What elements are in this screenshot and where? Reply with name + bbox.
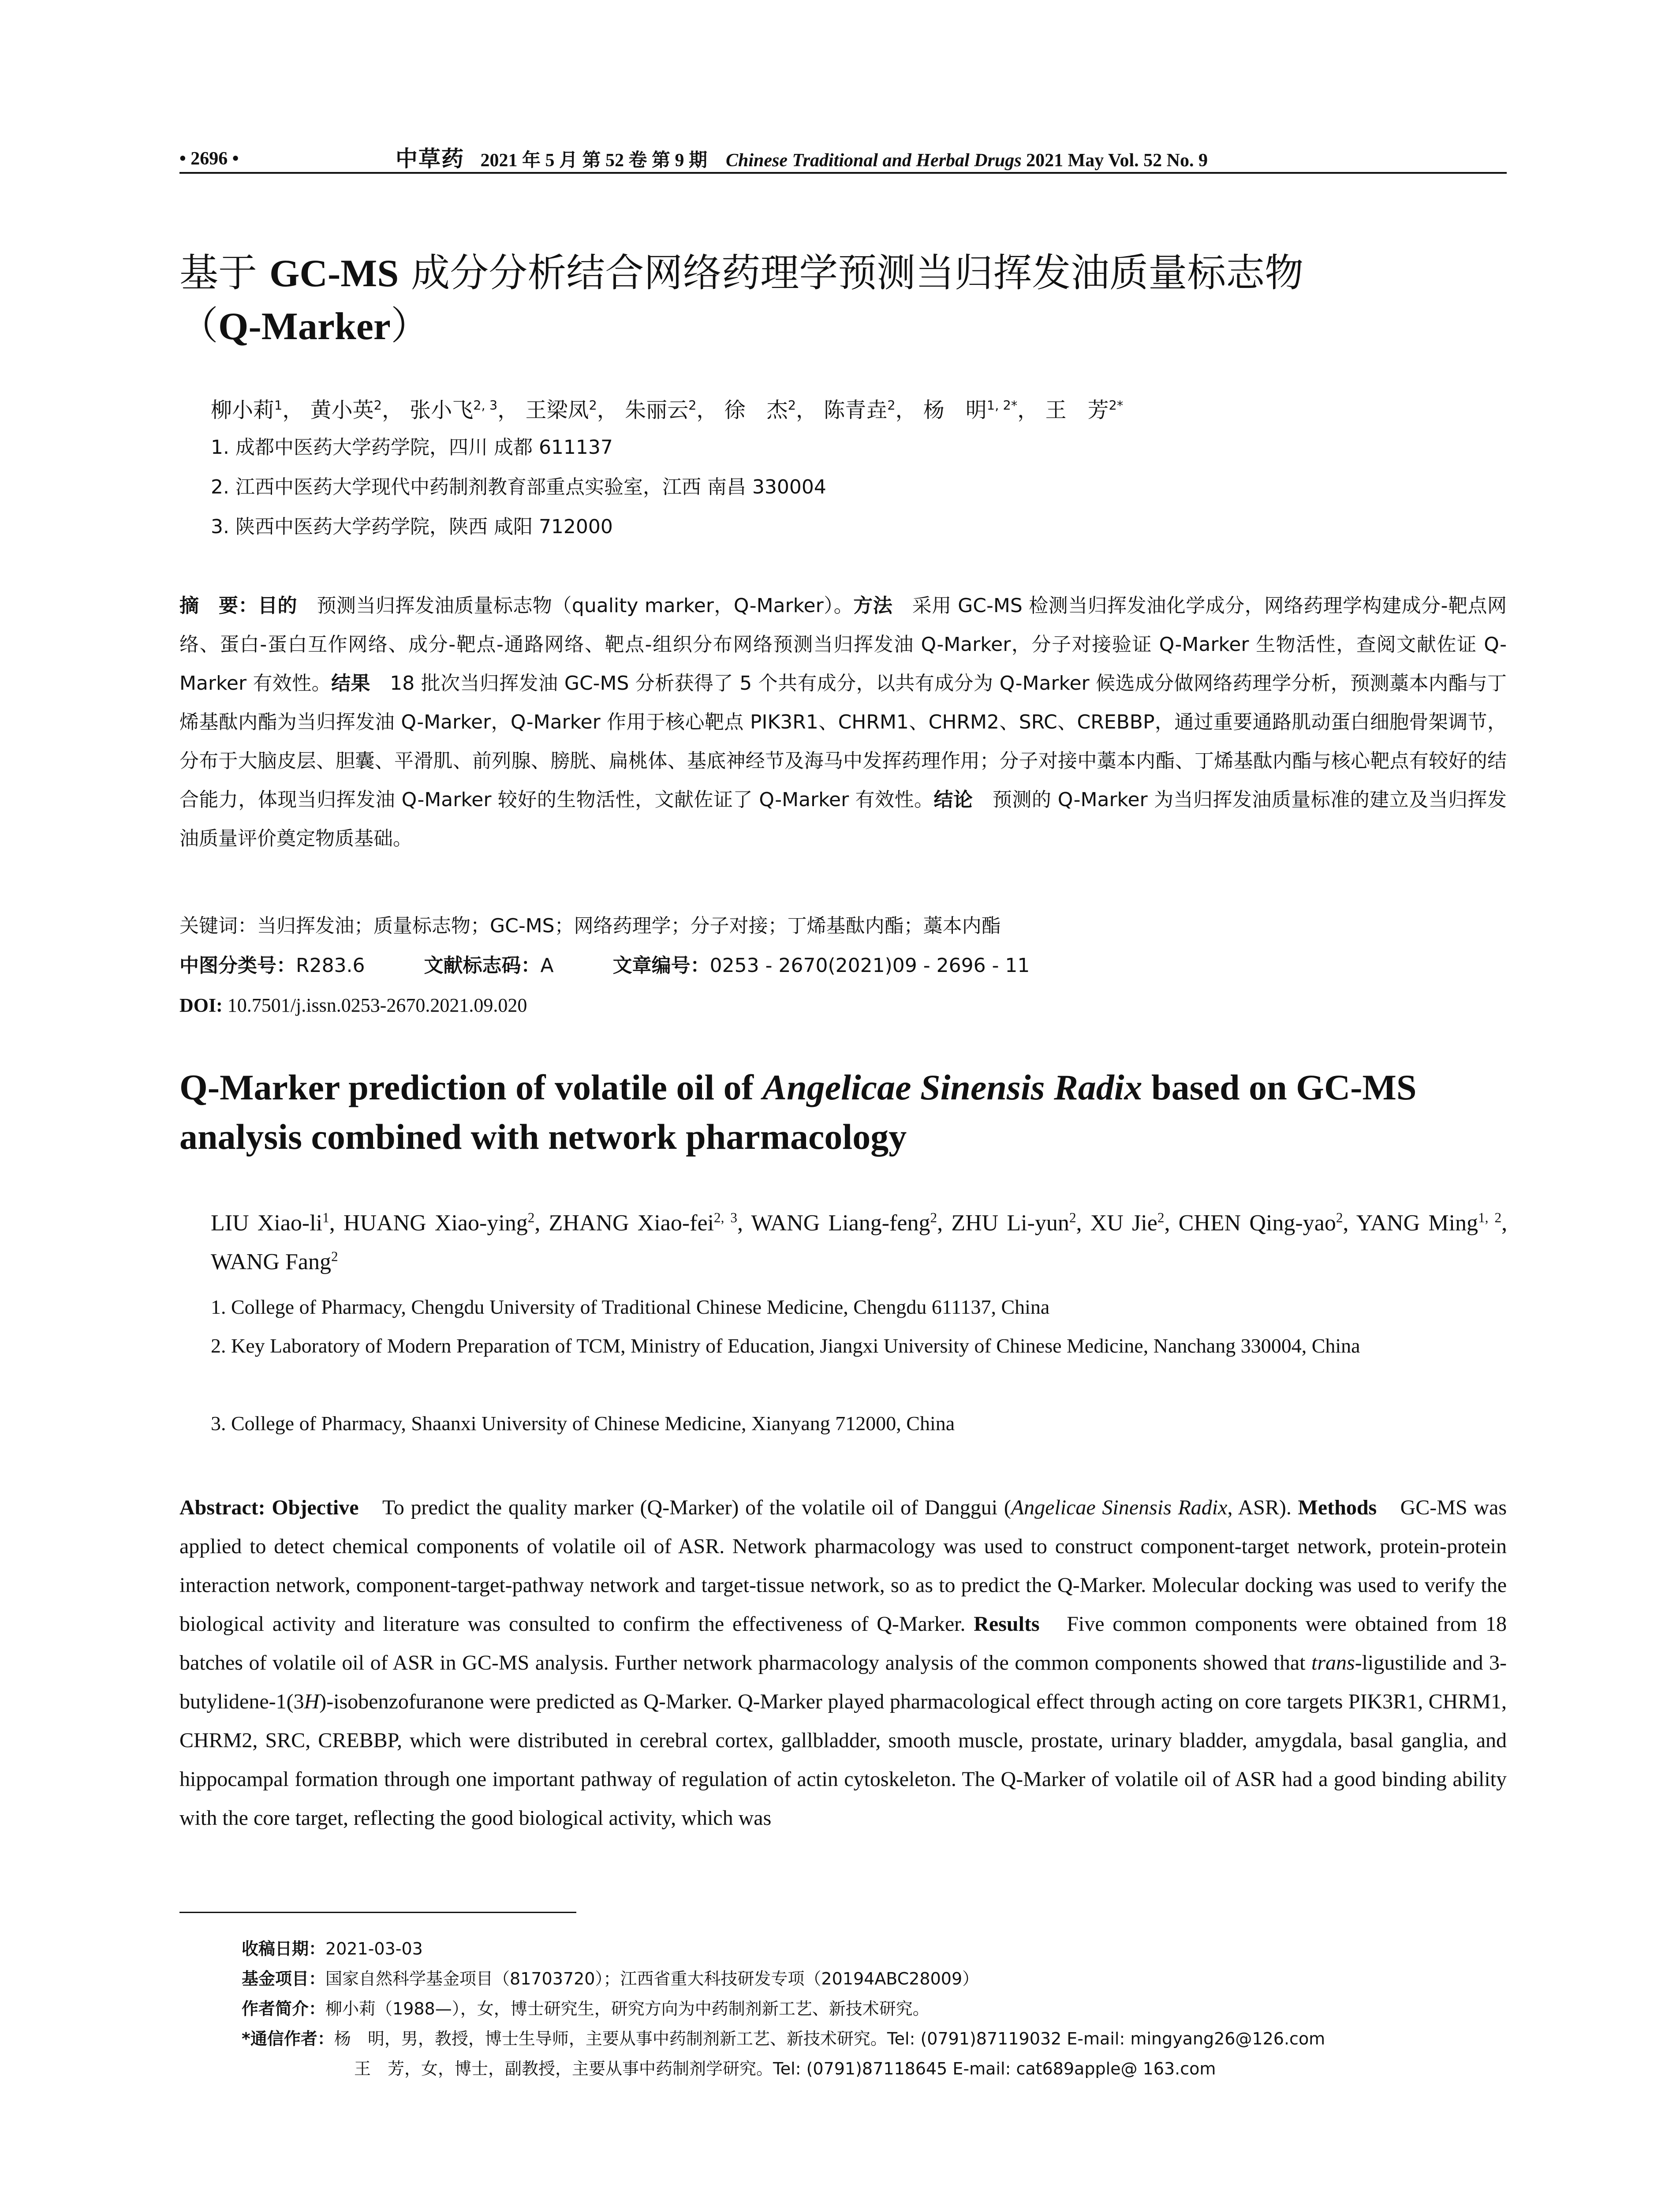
journal-citation bbox=[396, 146, 1208, 174]
author-en: WANG Liang-feng bbox=[751, 1211, 930, 1236]
authors-en: LIU Xiao-$li^1$, HUANG Xiao-ying$^2$, ZHANG Xiao-fei$^{2, 3}$, WANG Liang-feng$^2$, ZHU Li-yun$^2$, XU Jie$^2$, CHEN Qing-yao$^2$, YANG Ming$^{1, 2}$, WANG Fang$^2$ bbox=[211, 1210, 1508, 1274]
author-en: LIU Xiao-li bbox=[211, 1211, 323, 1236]
affiliation-cn-2: 2. 江西中医药大学现代中药制剂教育部重点实验室，江西 南昌 330004 bbox=[211, 476, 826, 498]
page-number: • 2696 • bbox=[179, 149, 239, 169]
footnote-corresponding-2: 王 芳，女，博士，副教授，主要从事中药制剂学研究。Tel: (0791)87118645 E-mail: cat689apple@ 163.com bbox=[354, 2059, 1216, 2078]
author-cn: 柳小莉 bbox=[211, 398, 275, 422]
footnote-author-bio: 作者简介：柳小莉（1988—），女，博士研究生，研究方向为中药制剂新工艺、新技术研究。 bbox=[242, 1999, 930, 2018]
author-en: ZHU Li-yun bbox=[951, 1211, 1069, 1236]
author-cn: 张小飞 bbox=[410, 398, 474, 422]
author-en: XU Jie bbox=[1090, 1211, 1157, 1236]
journal-name-en: Chinese Traditional and Herbal Drugs bbox=[726, 150, 1022, 171]
abstract-cn: 摘 要：目的 预测当归挥发油质量标志物（quality marker，Q-Marker）。方法 采用 GC-MS 检测当归挥发油化学成分，网络药理学构建成分-靶点网络、蛋白-蛋白互作网络、成分-靶点-通路网络、靶点-组织分布网络预测当归挥发油 Q-Marker，分子对接验证 Q-Marker 生物活性，查阅文献佐证 Q-Marker 有效性。结果 18 批次当归挥发油 GC-MS 分析获得了 5 个共有成分，以共有成分为 Q-Marker 候选成分做网络药理学分析，预测藁本内酯与丁烯基酞内酯为当归挥发油 Q-Marker，Q-Marker 作用于核心靶点 PIK3R1、CHRM1、CHRM2、SRC、CREBBP，通过重要通路肌动蛋白细胞骨架调节，分布于大脑皮层、胆囊、平滑肌、前列腺、膀胱、扁桃体、基底神经节及海马中发挥药理作用；分子对接中藁本内酯、丁烯基酞内酯与核心靶点有较好的结合能力，体现当归挥发油 Q-Marker 较好的生物活性，文献佐证了 Q-Marker 有效性。结论 预测的 Q-Marker 为当归挥发油质量标准的建立及当归挥发油质量评价奠定物质基础。 bbox=[179, 594, 1507, 850]
author-en: WANG Fang bbox=[211, 1249, 331, 1274]
authors-cn: 柳小莉$^1$， 黄小英$^2$， 张小飞$^{2, 3}$， 王梁凤$^2$， 朱丽云$^2$， 徐 杰$^2$， 陈青垚$^2$， 杨 明$^{1, 2*}$， 王 芳$^{2*}$ bbox=[211, 398, 1124, 422]
affiliation-en-3: 3. College of Pharmacy, Shaanxi University of Chinese Medicine, Xianyang 712000, China bbox=[211, 1412, 955, 1435]
author-en: ZHANG Xiao-fei bbox=[549, 1211, 714, 1236]
doi-value[interactable]: 10.7501/j.issn.0253-2670.2021.09.020 bbox=[222, 994, 527, 1016]
journal-name-cn: 中草药 bbox=[396, 146, 464, 171]
author-cn: 朱丽云 bbox=[625, 398, 689, 422]
abstract-en: Abstract: Objective To predict the quality marker (Q-Marker) of the volatile oil of Danggui (Angelicae Sinensis Radix, ASR). Methods GC-MS was applied to detect chemical components of volatile oil of ASR. Network pharmacology was used to construct component-target network, protein-protein interaction network, component-target-pathway network and target-tissue network, so as to predict the Q-Marker. Molecular docking was used to verify the biological activity and literature was consulted to confirm the effectiveness of Q-Marker. Results Five common components were obtained from 18 batches of volatile oil of ASR in GC-MS analysis. Further network pharmacology analysis of the common components showed that trans-ligustilide and 3-butylidene-1(3H)-isobenzofuranone were predicted as Q-Marker. Q-Marker played pharmacological effect through acting on core targets PIK3R1, CHRM1, CHRM2, SRC, CREBBP, which were distributed in cerebral cortex, gallbladder, smooth muscle, prostate, urinary bladder, amygdala, basal ganglia, and hippocampal formation through one important pathway of regulation of actin cytoskeleton. The Q-Marker of volatile oil of ASR had a good binding ability with the core target, reflecting the good biological activity, which was bbox=[179, 1496, 1507, 1830]
affiliation-en-1: 1. College of Pharmacy, Chengdu University of Traditional Chinese Medicine, Chengdu 611137, China bbox=[211, 1296, 1050, 1318]
affiliation-cn-1: 1. 成都中医药大学药学院，四川 成都 611137 bbox=[211, 436, 613, 459]
issue-en: 2021 May Vol. 52 No. 9 bbox=[1026, 150, 1208, 171]
classification-line: 中图分类号：R283.6 文献标志码：A 文章编号：0253 - 2670(2021)09 - 2696 - 11 bbox=[179, 954, 1030, 977]
author-cn: 杨 明 bbox=[923, 398, 987, 422]
issue-cn: 2021 年 5 月 第 52 卷 第 9 期 bbox=[480, 150, 708, 171]
author-cn: 王 芳 bbox=[1045, 398, 1109, 422]
doi-line: DOI: 10.7501/j.issn.0253-2670.2021.09.020 bbox=[179, 994, 527, 1016]
footnote-received: 收稿日期：2021-03-03 bbox=[242, 1939, 423, 1958]
author-en: YANG Ming bbox=[1356, 1211, 1478, 1236]
author-cn: 黄小英 bbox=[310, 398, 374, 422]
author-cn: 徐 杰 bbox=[724, 398, 788, 422]
footnote-fund: 基金项目：国家自然科学基金项目（81703720）；江西省重大科技研发专项（20194ABC28009） bbox=[242, 1969, 979, 1988]
running-header bbox=[179, 146, 1507, 174]
footnote-divider bbox=[179, 1912, 576, 1913]
footnote-corresponding: *通信作者：杨 明，男，教授，博士生导师，主要从事中药制剂新工艺、新技术研究。Tel: (0791)87119032 E-mail: mingyang26@126.com bbox=[242, 2029, 1325, 2048]
keywords-cn: 关键词：当归挥发油；质量标志物；GC-MS；网络药理学；分子对接；丁烯基酞内酯；藁本内酯 bbox=[179, 915, 1001, 937]
title-en: Q-Marker prediction of volatile oil of Angelicae Sinensis Radix based on GC-MS analysis combined with network pharmacology bbox=[179, 1067, 1417, 1157]
author-en: HUANG Xiao-ying bbox=[343, 1211, 528, 1236]
author-cn: 王梁凤 bbox=[525, 398, 589, 422]
footnotes bbox=[242, 1934, 1520, 2084]
affiliation-cn-3: 3. 陕西中医药大学药学院，陕西 咸阳 712000 bbox=[211, 516, 613, 538]
affiliation-en-2: 2. Key Laboratory of Modern Preparation of TCM, Ministry of Education, Jiangxi University of Chinese Medicine, Nanchang 330004, China bbox=[211, 1334, 1360, 1357]
title-cn: 基于 GC-MS 成分分析结合网络药理学预测当归挥发油质量标志物 （Q-Marker） bbox=[179, 250, 1304, 348]
author-cn: 陈青垚 bbox=[824, 398, 888, 422]
author-en: CHEN Qing-yao bbox=[1178, 1211, 1336, 1236]
